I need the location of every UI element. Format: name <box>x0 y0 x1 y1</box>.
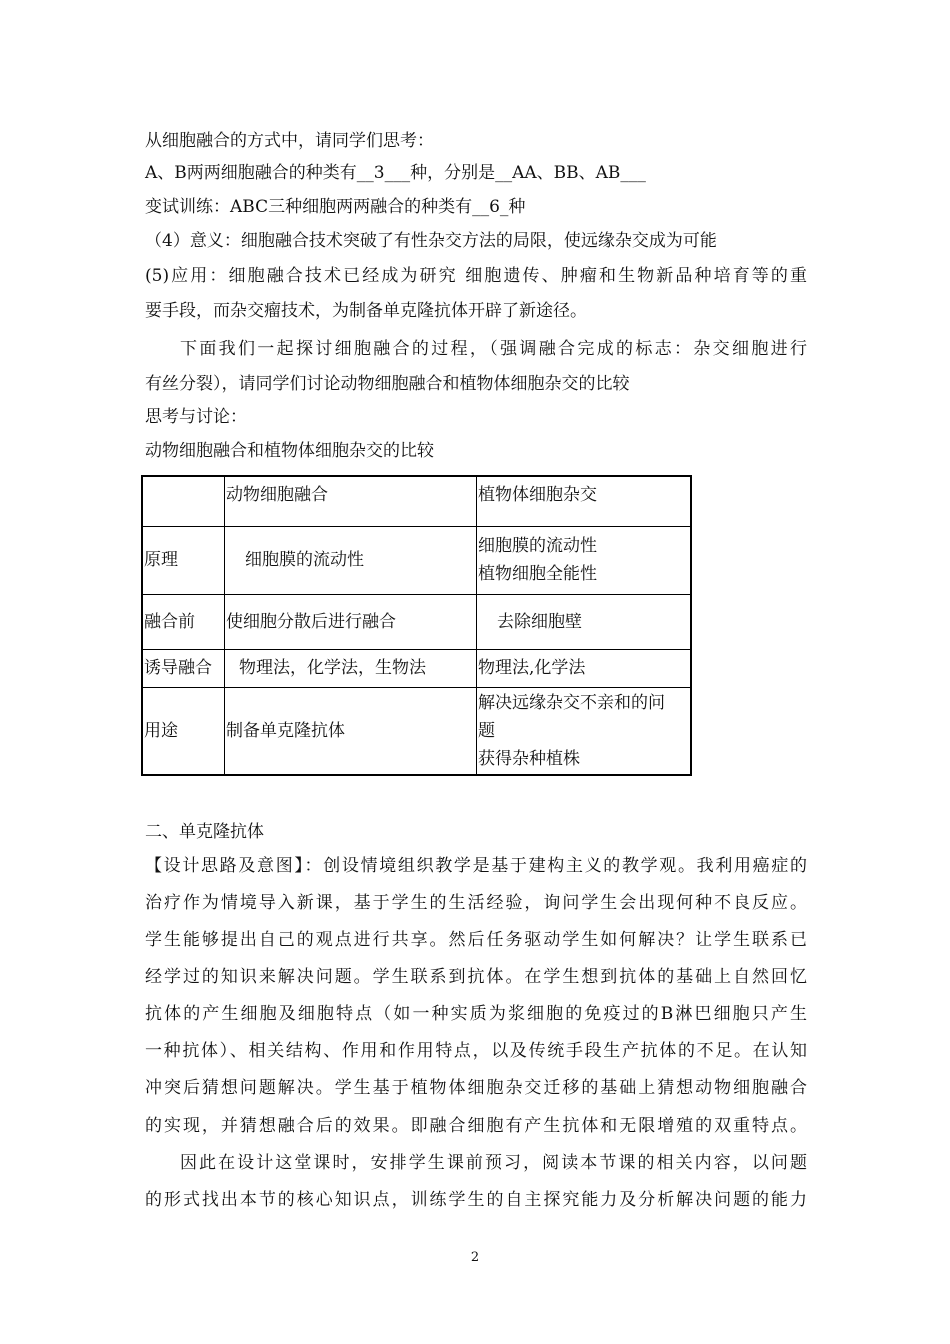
section-title-monoclonal: 二、单克隆抗体 <box>145 822 264 842</box>
paragraph-process-line2: 有丝分裂），请同学们讨论动物细胞融合和植物体细胞杂交的比较 <box>145 374 630 394</box>
design-line: 冲突后猜想问题解决。学生基于植物体细胞杂交迁移的基础上猜想动物细胞融合 <box>145 1078 807 1098</box>
plant-cell-line: 植物细胞全能性 <box>478 564 597 584</box>
plant-cell-line: 获得杂种植株 <box>478 748 580 769</box>
table-row <box>142 594 691 649</box>
design-line: 经学过的知识来解决问题。学生联系到抗体。在学生想到抗体的基础上自然回忆 <box>145 967 807 987</box>
table-caption: 动物细胞融合和植物体细胞杂交的比较 <box>145 441 434 461</box>
table-row <box>142 649 691 687</box>
comparison-table <box>141 475 692 776</box>
row-label: 融合前 <box>142 594 225 649</box>
table-row <box>142 687 691 775</box>
header-cell-empty <box>142 476 225 526</box>
heading-think-discuss: 思考与讨论： <box>145 407 247 427</box>
row-plant-cell <box>477 649 692 687</box>
plant-cell-line: 题 <box>478 720 495 741</box>
paragraph-application-line2: 要手段，而杂交瘤技术，为制备单克隆抗体开辟了新途径。 <box>145 301 587 321</box>
row-animal-cell: 使细胞分散后进行融合 <box>225 594 477 649</box>
design-line: 因此在设计这堂课时，安排学生课前预习，阅读本节课的相关内容，以问题 <box>180 1153 807 1173</box>
paragraph-abc-fusion: 变试训练：ABC三种细胞两两融合的种类有__6_种 <box>145 197 526 217</box>
row-animal-cell: 物理法，化学法，生物法 <box>225 649 477 687</box>
plant-cell-line: 物理法,化学法 <box>478 658 586 678</box>
design-line: 【设计思路及意图】：创设情境组织教学是基于建构主义的教学观。我利用癌症的 <box>145 856 807 876</box>
row-label: 原理 <box>142 526 225 594</box>
design-line: 一种抗体）、相关结构、作用和作用特点，以及传统手段生产抗体的不足。在认知 <box>145 1041 807 1061</box>
row-label: 用途 <box>142 687 225 775</box>
plant-cell-line: 细胞膜的流动性 <box>478 536 597 556</box>
table-header-row <box>142 476 691 526</box>
table-row <box>142 526 691 594</box>
paragraph-application-line1: (5)应用：细胞融合技术已经成为研究 细胞遗传、肿瘤和生物新品种培育等的重 <box>145 266 807 286</box>
page-number: 2 <box>470 1250 480 1265</box>
paragraph-ab-fusion: A、B两两细胞融合的种类有__3___种，分别是__AA、BB、AB___ <box>145 163 646 183</box>
paragraph-significance: （4）意义：细胞融合技术突破了有性杂交方法的局限，使远缘杂交成为可能 <box>145 231 717 251</box>
row-plant-cell <box>477 526 692 594</box>
design-line: 抗体的产生细胞及细胞特点（如一种实质为浆细胞的免疫过的B淋巴细胞只产生 <box>145 1004 807 1024</box>
row-label: 诱导融合 <box>142 649 225 687</box>
row-plant-cell <box>477 594 692 649</box>
row-plant-cell <box>477 687 692 775</box>
paragraph-process-line1: 下面我们一起探讨细胞融合的过程，（强调融合完成的标志：杂交细胞进行 <box>180 339 807 359</box>
paragraph-fusion-question: 从细胞融合的方式中，请同学们思考： <box>145 131 434 151</box>
row-animal-cell: 制备单克隆抗体 <box>225 687 477 775</box>
row-animal-cell: 细胞膜的流动性 <box>225 526 477 594</box>
design-line: 治疗作为情境导入新课，基于学生的生活经验，询问学生会出现何种不良反应。 <box>145 893 807 913</box>
design-line: 的实现，并猜想融合后的效果。即融合细胞有产生抗体和无限增殖的双重特点。 <box>145 1116 807 1136</box>
design-line: 学生能够提出自己的观点进行共享。然后任务驱动学生如何解决？让学生联系已 <box>145 930 807 950</box>
header-cell-plant: 植物体细胞杂交 <box>477 476 692 526</box>
plant-cell-line: 解决远缘杂交不亲和的问 <box>478 692 665 713</box>
design-line: 的形式找出本节的核心知识点，训练学生的自主探究能力及分析解决问题的能力 <box>145 1190 807 1210</box>
plant-cell-line: 去除细胞壁 <box>497 611 582 632</box>
header-cell-animal: 动物细胞融合 <box>225 476 477 526</box>
